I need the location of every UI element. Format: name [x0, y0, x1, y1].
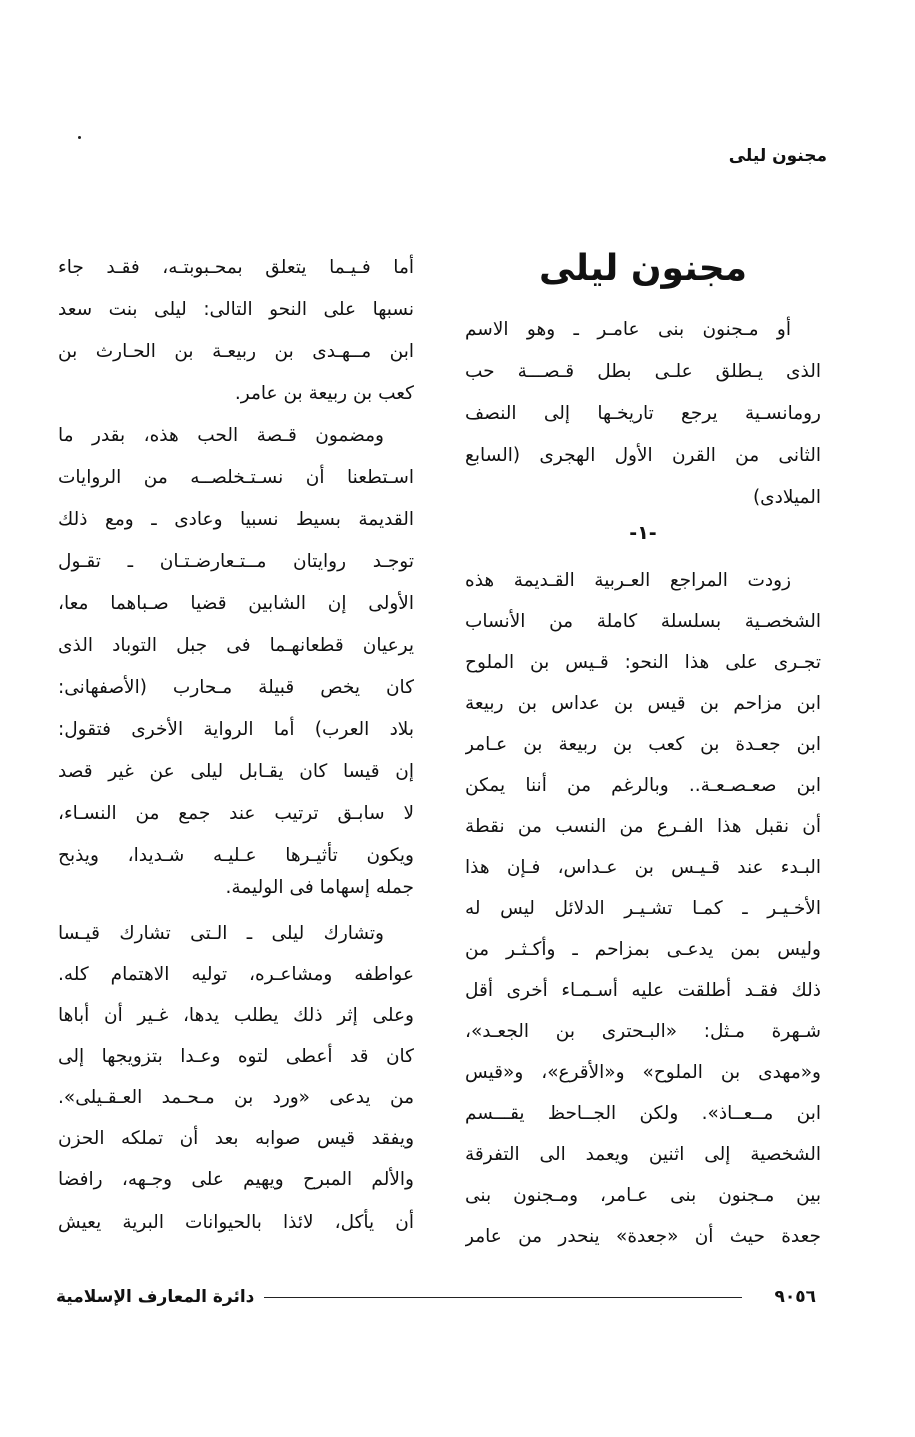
body-line: ومضمون قـصة الحب هذه، بقدر ما	[58, 425, 384, 446]
body-line: كان يخص قبيلة مـحارب (الأصفهانى:	[58, 677, 414, 698]
body-line: البـدء عند قـيـس بن عـداس، فـإن هذا	[465, 857, 821, 878]
publication-title: دائرة المعارف الإسلامية	[56, 1287, 255, 1307]
page-footer	[56, 1282, 816, 1312]
body-line: أما فـيـما يتعلق بمحـبوبتـه، فقـد جاء	[58, 257, 414, 278]
body-line: ويكون تأثيـرها عـليـه شـديدا، ويذبح	[58, 845, 414, 866]
body-line: ابن مــهـدى بن ربيعـة بن الحـارث بن	[58, 341, 414, 362]
body-line: ويفقد قيس صوابه بعد أن تملكه الحزن	[58, 1128, 414, 1149]
body-line: إن قيسا كان يقـابل ليلى عن غير قصد	[58, 761, 414, 782]
body-line: نسبها على النحو التالى: ليلى بنت سعد	[58, 299, 414, 320]
running-header: مجنون ليلى	[728, 146, 827, 166]
body-line: الأخـيـر ـ كمـا تشـيـر الدلائل ليس له	[465, 898, 821, 919]
body-line: لا سابـق ترتيب عند جمع من النسـاء،	[58, 803, 414, 824]
body-line: كان قد أعطى لتوه وعـدا بتزويجها إلى	[58, 1046, 414, 1067]
body-line: جعدة حيث أن «جعدة» ينحدر من عامر	[465, 1226, 821, 1247]
body-line: كعب بن ربيعة بن عامر.	[234, 383, 414, 404]
body-line: يرعيان قطعانهـما فى جبل التوباد الذى	[58, 635, 414, 656]
body-line: أن نقبل هذا الفـرع من النسب من نقطة	[465, 816, 821, 837]
body-line: والألم المبرح ويهيم على وجـهه، رافضا	[58, 1169, 414, 1190]
body-line: بلاد العرب) أما الرواية الأخرى فتقول:	[58, 719, 414, 740]
intro-line: رومانسـية يرجع تاريخـها إلى النصف	[465, 403, 821, 424]
body-line: عواطفه ومشاعـره، توليه الاهتمام كله.	[58, 964, 414, 985]
body-line: وعلى إثر ذلك يطلب يدها، غـير أن أباها	[58, 1005, 414, 1026]
body-line: أن يأكل، لائذا بالحيوانات البرية يعيش	[58, 1212, 414, 1233]
section-number: -١-	[629, 522, 657, 544]
intro-line: الذى يـطلق علـى بطل قـصـــة حب	[465, 361, 821, 382]
body-line: جمله إسهاما فى الوليمة.	[225, 877, 414, 898]
body-line: الأولى إن الشابين قضيا صـباهما معا،	[58, 593, 414, 614]
body-line: و«مهدى بن الملوح» و«الأقرع»، و«قيس	[465, 1062, 821, 1083]
body-line: بين مـجنون بنى عـامر، ومـجنون بنى	[465, 1185, 821, 1206]
body-line: شـهرة مـثل: «البـحترى بن الجعـد»،	[465, 1021, 821, 1042]
body-line: وتشارك ليلى ـ الـتى تشارك قيـسا	[58, 923, 384, 944]
intro-line: الثانى من القرن الأول الهجرى (السابع	[465, 445, 821, 466]
body-line: ابن مــعــاذ». ولكن الجــاحظ يقـــسم	[465, 1103, 821, 1124]
body-line: زودت المراجع العـربية القـديمة هذه	[465, 570, 791, 591]
body-line: القديمة بسيط نسبيا وعادى ـ ومع ذلك	[58, 509, 414, 530]
body-line: ابن مزاحم بن قيس بن عداس بن ربيعة	[465, 693, 821, 714]
body-line: من يدعى «ورد بن مـحـمد العـقـيلى».	[58, 1087, 414, 1108]
body-line: الشخصـية بسلسلة كاملة من الأنساب	[465, 611, 821, 632]
body-line: ابن صعـصـعـة.. وبالرغم من أننا يمكن	[465, 775, 821, 796]
article-title: مجنون ليلى	[538, 248, 748, 289]
footer-divider	[264, 1297, 742, 1298]
body-line: وليس بمن يدعـى بمزاحم ـ وأكـثـر من	[465, 939, 821, 960]
body-line: تجـرى على هذا النحو: قـيس بن الملوح	[465, 652, 821, 673]
body-line: ذلك فقـد أطلقت عليه أسـمـاء أخرى أقل	[465, 980, 821, 1001]
body-line: توجـد روايتان مــتـعارضـتـان ـ تقـول	[58, 551, 414, 572]
intro-line: الميلادى)	[752, 487, 821, 508]
page-number: ٩٠٥٦	[774, 1287, 816, 1307]
body-line: ابن جعـدة بن كعب بن ربيعة بن عـامر	[465, 734, 821, 755]
scan-speck	[78, 136, 81, 139]
intro-line: أو مـجنون بنى عامـر ـ وهو الاسم	[465, 319, 791, 340]
body-line: الشخصية إلى اثنين ويعمد الى التفرقة	[465, 1144, 821, 1165]
body-line: اسـتطعنا أن نسـتـخلصــه من الروايات	[58, 467, 414, 488]
